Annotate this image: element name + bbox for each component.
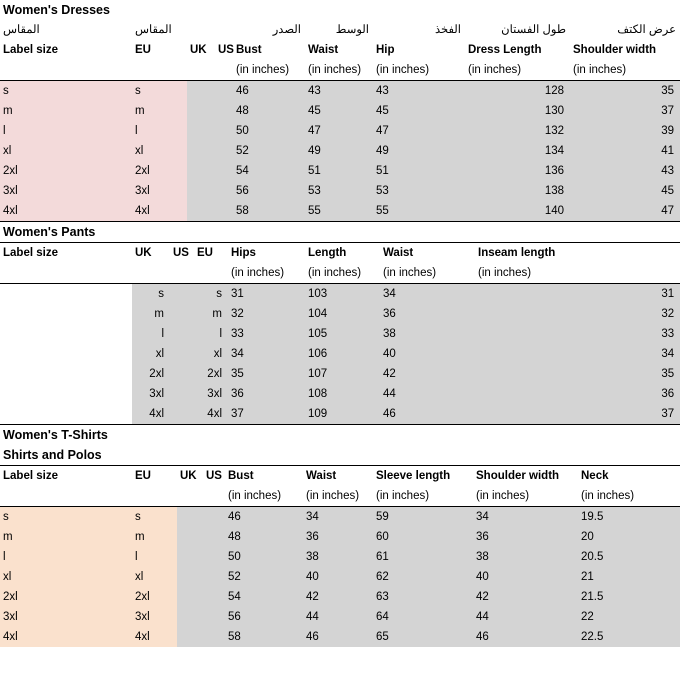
cell-eu: 2xl [194,364,228,384]
subheader-inseam-length: (in inches) [475,263,680,284]
cell-eu: 3xl [132,607,177,627]
cell-waist: 47 [305,121,373,141]
cell-waist: 42 [303,587,373,607]
cell-eu: 2xl [132,587,177,607]
arabic-header-row [0,20,680,40]
cell-inseam-length: 35 [475,364,680,384]
cell-us [170,384,194,404]
header-neck: Neck [581,470,609,482]
cell-us [203,607,225,627]
cell-label-size [0,304,132,324]
cell-eu: l [194,324,228,344]
cell-waist: 43 [305,81,373,102]
cell-shoulder-width: 37 [570,101,680,121]
table-row [0,547,680,567]
header-shoulder-width: Shoulder width [573,44,657,56]
table-subtitle-row [0,445,680,466]
cell-length: 108 [305,384,380,404]
table-row [0,567,680,587]
cell-label-size [0,324,132,344]
cell-us [215,141,233,161]
cell-hip: 43 [373,81,465,102]
header-bust: Bust [236,44,262,56]
cell-neck: 22.5 [578,627,680,647]
cell-label-size [0,364,132,384]
cell-waist: 42 [380,364,475,384]
subheader-waist: (in inches) [380,263,475,284]
table-row [0,181,680,201]
table-title: Women's Pants [0,222,680,243]
cell-length: 105 [305,324,380,344]
cell-label-size [0,344,132,364]
header-us: US [206,470,222,482]
table-row [0,141,680,161]
cell-neck: 21.5 [578,587,680,607]
cell-neck: 22 [578,607,680,627]
cell-label-size: m [0,101,132,121]
cell-eu: m [132,527,177,547]
cell-uk: s [132,284,170,305]
table-row [0,81,680,102]
arabic-header-eu: المقاس [135,24,172,36]
cell-uk [177,547,203,567]
cell-bust: 46 [233,81,305,102]
cell-label-size: l [0,121,132,141]
cell-label-size: 3xl [0,181,132,201]
subheader-shoulder-width: (in inches) [473,486,578,507]
subheader-us [170,263,194,284]
cell-waist: 36 [380,304,475,324]
cell-us [215,121,233,141]
cell-bust: 58 [225,627,303,647]
cell-eu: s [194,284,228,305]
cell-length: 107 [305,364,380,384]
header-waist: Waist [308,44,339,56]
arabic-header-shoulder-width: عرض الكتف [617,24,676,36]
subheader-bust: (in inches) [233,60,305,81]
cell-dress-length: 128 [465,81,570,102]
cell-bust: 48 [233,101,305,121]
cell-bust: 58 [233,201,305,222]
cell-uk: 4xl [132,404,170,425]
cell-uk: 3xl [132,384,170,404]
cell-waist: 44 [380,384,475,404]
cell-us [215,81,233,102]
cell-label-size: l [0,547,132,567]
cell-hip: 51 [373,161,465,181]
cell-dress-length: 132 [465,121,570,141]
cell-us [203,527,225,547]
cell-inseam-length: 36 [475,384,680,404]
cell-us [170,284,194,305]
cell-sleeve-length: 64 [373,607,473,627]
table-row [0,384,680,404]
cell-uk: l [132,324,170,344]
header-label-size: Label size [3,44,58,56]
header-waist: Waist [383,247,414,259]
cell-sleeve-length: 62 [373,567,473,587]
cell-eu: m [132,101,187,121]
cell-dress-length: 140 [465,201,570,222]
subheader-eu [132,60,187,81]
arabic-header-label-size: المقاس [3,24,40,36]
subheader-label-size [0,263,132,284]
subheader-eu [194,263,228,284]
arabic-header-dress-length: طول الفستان [501,24,566,36]
cell-us [215,101,233,121]
cell-waist: 45 [305,101,373,121]
cell-bust: 54 [233,161,305,181]
cell-label-size: 3xl [0,607,132,627]
subheader-row [0,60,680,81]
subheader-label-size [0,486,132,507]
cell-label-size: 4xl [0,201,132,222]
cell-eu: l [132,547,177,567]
table-row [0,121,680,141]
cell-uk [177,567,203,587]
cell-uk: xl [132,344,170,364]
header-shoulder-width: Shoulder width [476,470,560,482]
table-womens-tshirts [0,425,680,647]
header-eu: EU [197,247,213,259]
cell-neck: 21 [578,567,680,587]
subheader-us [215,60,233,81]
arabic-header-us [215,20,233,40]
cell-eu: s [132,81,187,102]
header-eu: EU [135,470,151,482]
header-row [0,243,680,264]
cell-us [203,507,225,528]
table-title-row [0,425,680,445]
cell-uk [187,141,215,161]
cell-length: 104 [305,304,380,324]
cell-waist: 40 [380,344,475,364]
cell-waist: 46 [303,627,373,647]
cell-hips: 34 [228,344,305,364]
cell-shoulder-width: 36 [473,527,578,547]
cell-label-size: s [0,507,132,528]
cell-shoulder-width: 43 [570,161,680,181]
cell-bust: 52 [225,567,303,587]
subheader-label-size [0,60,132,81]
cell-eu: xl [194,344,228,364]
cell-us [215,161,233,181]
cell-us [215,201,233,222]
header-row [0,40,680,60]
table-row [0,324,680,344]
cell-waist: 34 [380,284,475,305]
cell-bust: 46 [225,507,303,528]
cell-uk [177,587,203,607]
header-label-size: Label size [3,247,58,259]
cell-shoulder-width: 45 [570,181,680,201]
cell-uk: m [132,304,170,324]
cell-hips: 35 [228,364,305,384]
subheader-hip: (in inches) [373,60,465,81]
arabic-header-uk [187,20,215,40]
table-row [0,201,680,222]
header-row [0,466,680,487]
cell-eu: 3xl [194,384,228,404]
cell-uk [187,161,215,181]
cell-eu: 3xl [132,181,187,201]
cell-bust: 48 [225,527,303,547]
cell-us [203,587,225,607]
cell-eu: s [132,507,177,528]
table-row [0,507,680,528]
cell-us [203,627,225,647]
subheader-uk [177,486,203,507]
cell-label-size: xl [0,567,132,587]
cell-uk [187,81,215,102]
header-bust: Bust [228,470,254,482]
arabic-header-hip: الفخذ [435,24,461,36]
table-row [0,364,680,384]
cell-waist: 55 [305,201,373,222]
cell-uk [177,527,203,547]
cell-label-size: 2xl [0,161,132,181]
header-uk: UK [190,44,207,56]
cell-shoulder-width: 39 [570,121,680,141]
cell-length: 106 [305,344,380,364]
cell-us [203,567,225,587]
cell-uk [187,101,215,121]
cell-us [170,404,194,425]
table-row [0,101,680,121]
header-eu: EU [135,44,151,56]
cell-us [170,324,194,344]
header-waist: Waist [306,470,337,482]
table-row [0,161,680,181]
subheader-eu [132,486,177,507]
cell-shoulder-width: 47 [570,201,680,222]
header-us: US [173,247,189,259]
cell-us [170,304,194,324]
cell-bust: 56 [225,607,303,627]
table-subtitle: Shirts and Polos [0,445,680,466]
cell-sleeve-length: 65 [373,627,473,647]
cell-uk [187,121,215,141]
cell-eu: 4xl [132,627,177,647]
cell-bust: 56 [233,181,305,201]
cell-hip: 45 [373,101,465,121]
header-length: Length [308,247,347,259]
subheader-neck: (in inches) [578,486,680,507]
cell-shoulder-width: 46 [473,627,578,647]
cell-eu: l [132,121,187,141]
cell-length: 109 [305,404,380,425]
subheader-dress-length: (in inches) [465,60,570,81]
cell-waist: 51 [305,161,373,181]
cell-label-size: 4xl [0,627,132,647]
cell-eu: 4xl [132,201,187,222]
cell-bust: 50 [233,121,305,141]
cell-hip: 55 [373,201,465,222]
table-title-row [0,222,680,243]
cell-bust: 54 [225,587,303,607]
cell-hips: 36 [228,384,305,404]
arabic-header-bust: الصدر [272,24,301,36]
cell-hips: 33 [228,324,305,344]
table-row [0,344,680,364]
cell-label-size: m [0,527,132,547]
cell-waist: 46 [380,404,475,425]
subheader-shoulder-width: (in inches) [570,60,680,81]
cell-eu: 2xl [132,161,187,181]
cell-uk: 2xl [132,364,170,384]
cell-sleeve-length: 59 [373,507,473,528]
subheader-sleeve-length: (in inches) [373,486,473,507]
cell-waist: 40 [303,567,373,587]
cell-waist: 44 [303,607,373,627]
cell-sleeve-length: 60 [373,527,473,547]
cell-waist: 38 [380,324,475,344]
cell-hip: 49 [373,141,465,161]
subheader-row [0,263,680,284]
header-inseam-length: Inseam length [478,247,556,259]
cell-neck: 19.5 [578,507,680,528]
cell-inseam-length: 37 [475,404,680,425]
header-dress-length: Dress Length [468,44,542,56]
table-row [0,284,680,305]
cell-neck: 20 [578,527,680,547]
cell-shoulder-width: 44 [473,607,578,627]
cell-shoulder-width: 40 [473,567,578,587]
cell-label-size: 2xl [0,587,132,607]
cell-sleeve-length: 63 [373,587,473,607]
cell-dress-length: 138 [465,181,570,201]
table-row [0,627,680,647]
subheader-hips: (in inches) [228,263,305,284]
cell-dress-length: 130 [465,101,570,121]
cell-eu: xl [132,567,177,587]
cell-label-size: s [0,81,132,102]
table-row [0,404,680,425]
cell-uk [177,627,203,647]
cell-waist: 34 [303,507,373,528]
cell-uk [187,201,215,222]
cell-waist: 38 [303,547,373,567]
cell-uk [177,607,203,627]
table-womens-dresses [0,0,680,222]
header-label-size: Label size [3,470,58,482]
cell-shoulder-width: 35 [570,81,680,102]
cell-uk [177,507,203,528]
table-title: Women's T-Shirts [3,428,108,442]
header-uk: UK [180,470,197,482]
cell-bust: 50 [225,547,303,567]
cell-waist: 53 [305,181,373,201]
cell-length: 103 [305,284,380,305]
table-row [0,587,680,607]
cell-eu: 4xl [194,404,228,425]
header-sleeve-length: Sleeve length [376,470,451,482]
cell-hips: 37 [228,404,305,425]
cell-hip: 53 [373,181,465,201]
cell-uk [187,181,215,201]
cell-inseam-length: 34 [475,344,680,364]
subheader-row [0,486,680,507]
cell-label-size: xl [0,141,132,161]
cell-hips: 31 [228,284,305,305]
table-title: Women's Dresses [3,3,110,17]
cell-waist: 49 [305,141,373,161]
cell-inseam-length: 31 [475,284,680,305]
cell-sleeve-length: 61 [373,547,473,567]
cell-hip: 47 [373,121,465,141]
cell-label-size [0,404,132,425]
cell-us [215,181,233,201]
subheader-bust: (in inches) [225,486,303,507]
subheader-waist: (in inches) [305,60,373,81]
cell-us [170,344,194,364]
cell-dress-length: 136 [465,161,570,181]
cell-shoulder-width: 38 [473,547,578,567]
subheader-length: (in inches) [305,263,380,284]
cell-label-size [0,384,132,404]
cell-shoulder-width: 34 [473,507,578,528]
arabic-header-waist: الوسط [335,24,369,36]
cell-us [203,547,225,567]
subheader-uk [132,263,170,284]
cell-bust: 52 [233,141,305,161]
cell-hips: 32 [228,304,305,324]
table-row [0,527,680,547]
cell-shoulder-width: 41 [570,141,680,161]
cell-us [170,364,194,384]
subheader-us [203,486,225,507]
cell-inseam-length: 33 [475,324,680,344]
header-us: US [218,44,234,56]
table-womens-pants [0,222,680,425]
cell-eu: m [194,304,228,324]
cell-dress-length: 134 [465,141,570,161]
subheader-waist: (in inches) [303,486,373,507]
table-row [0,607,680,627]
cell-waist: 36 [303,527,373,547]
cell-eu: xl [132,141,187,161]
cell-shoulder-width: 42 [473,587,578,607]
subheader-uk [187,60,215,81]
cell-neck: 20.5 [578,547,680,567]
table-row [0,304,680,324]
table-title-row [0,0,680,20]
header-hip: Hip [376,44,395,56]
header-uk: UK [135,247,152,259]
cell-label-size [0,284,132,305]
header-hips: Hips [231,247,256,259]
cell-inseam-length: 32 [475,304,680,324]
